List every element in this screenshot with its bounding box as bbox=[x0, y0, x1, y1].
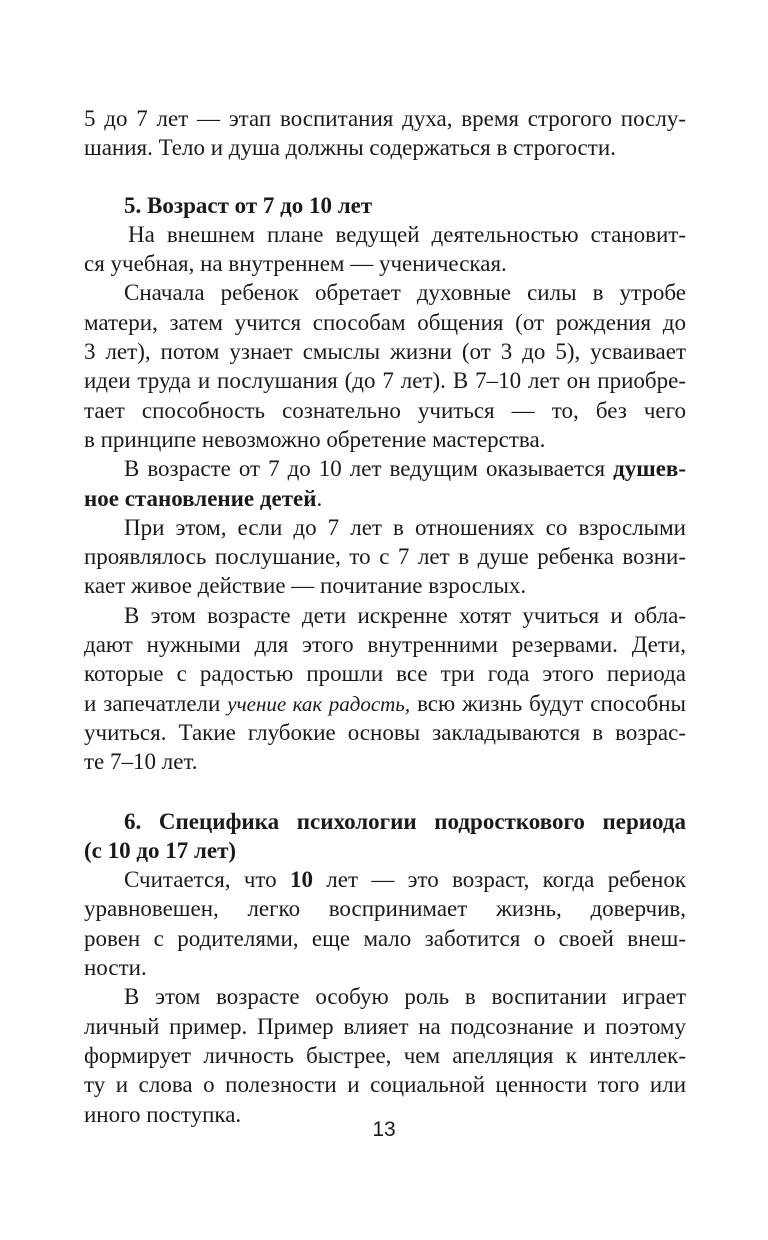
text-line: проявлялось послушание, то с 7 лет в душе ребенка возни- bbox=[84, 544, 686, 570]
section-6-paragraph-2 bbox=[84, 982, 686, 1128]
text-line: учиться. Такие глубокие основы закладываются в возрас- bbox=[84, 719, 686, 745]
text-line: иного поступка. bbox=[84, 1101, 242, 1127]
section-6-paragraph-1 bbox=[84, 865, 686, 982]
text-line: личный пример. Пример влияет на подсознание и поэтому bbox=[84, 1013, 686, 1039]
text-line bbox=[84, 454, 686, 483]
text-line: идеи труда и послушания (до 7 лет). В 7–10 лет он приобре- bbox=[84, 368, 686, 394]
text-line: 3 лет), потом узнает смыслы жизни (от 3 до 5), усваивает bbox=[84, 339, 686, 365]
text-fragment: всю жизнь будут способны bbox=[410, 690, 687, 716]
text-fragment: и запечатлели bbox=[84, 690, 228, 716]
text-line: в принципе невозможно обретение мастерства. bbox=[84, 426, 546, 452]
heading-line: (с 10 до 17 лет) bbox=[84, 837, 237, 863]
section-5-paragraph-5 bbox=[84, 601, 686, 777]
body-text bbox=[84, 104, 686, 1129]
text-line: ности. bbox=[84, 955, 147, 981]
text-line bbox=[84, 689, 686, 718]
text-line bbox=[84, 865, 686, 894]
text-line: Сначала ребенок обретает духовные силы в утробе bbox=[124, 280, 686, 306]
text-line: которые с радостью прошли все три года этого периода bbox=[84, 661, 686, 687]
text-line: тает способность сознательно учиться — то, без чего bbox=[84, 397, 686, 423]
bold-number: 10 bbox=[289, 867, 313, 893]
section-5-paragraph-1 bbox=[84, 220, 686, 279]
text-fragment: В возрасте от 7 до 10 лет ведущим оказывается bbox=[124, 456, 614, 482]
text-fragment: Считается, что bbox=[124, 867, 290, 893]
text-line bbox=[84, 484, 686, 513]
text-line: кает живое действие — почитание взрослых. bbox=[84, 573, 527, 599]
italic-phrase: учение как радость, bbox=[227, 691, 411, 716]
heading-line: 6. Специфика психологии подросткового периода bbox=[124, 808, 686, 834]
text-line: ся учебная, на внутреннем — ученическая. bbox=[84, 251, 507, 277]
text-line: уравновешен, легко воспринимает жизнь, доверчив, bbox=[84, 896, 686, 922]
text-line: В этом возрасте особую роль в воспитании играет bbox=[124, 984, 686, 1010]
text-line: дают нужными для этого внутренними резервами. Дети, bbox=[84, 632, 686, 658]
text-line: 5 до 7 лет — этап воспитания духа, время строгого послу- bbox=[84, 106, 686, 131]
text-line: шания. Тело и душа должны содержаться в строгости. bbox=[84, 135, 616, 161]
text-line: ту и слова о полезности и социальной ценности того или bbox=[84, 1072, 686, 1098]
section-5-paragraph-4 bbox=[84, 513, 686, 601]
section-5-paragraph-3 bbox=[84, 454, 686, 513]
section-6-heading bbox=[84, 807, 686, 866]
text-fragment: . bbox=[316, 485, 323, 511]
text-line: формирует личность быстрее, чем апелляция к интеллек- bbox=[84, 1042, 686, 1068]
text-line: ровен с родителями, еще мало заботится о своей внеш- bbox=[84, 925, 686, 951]
text-fragment: лет — это возраст, когда ребенок bbox=[312, 867, 686, 893]
intro-paragraph bbox=[84, 104, 686, 163]
section-5-heading: 5. Возраст от 7 до 10 лет bbox=[124, 192, 373, 218]
text-line: те 7–10 лет. bbox=[84, 749, 198, 775]
text-line: На внешнем плане ведущей деятельностью становит- bbox=[128, 221, 686, 247]
page-number: 13 bbox=[372, 1118, 396, 1141]
section-5-paragraph-2 bbox=[84, 278, 686, 454]
bold-term: ное становление детей bbox=[84, 485, 317, 511]
text-line: В этом возрасте дети искренне хотят учиться и обла- bbox=[124, 602, 686, 628]
text-line: При этом, если до 7 лет в отношениях со взрослыми bbox=[124, 514, 686, 540]
text-line: матери, затем учится способам общения (от рождения до bbox=[84, 309, 686, 335]
bold-term: душев- bbox=[613, 456, 686, 482]
